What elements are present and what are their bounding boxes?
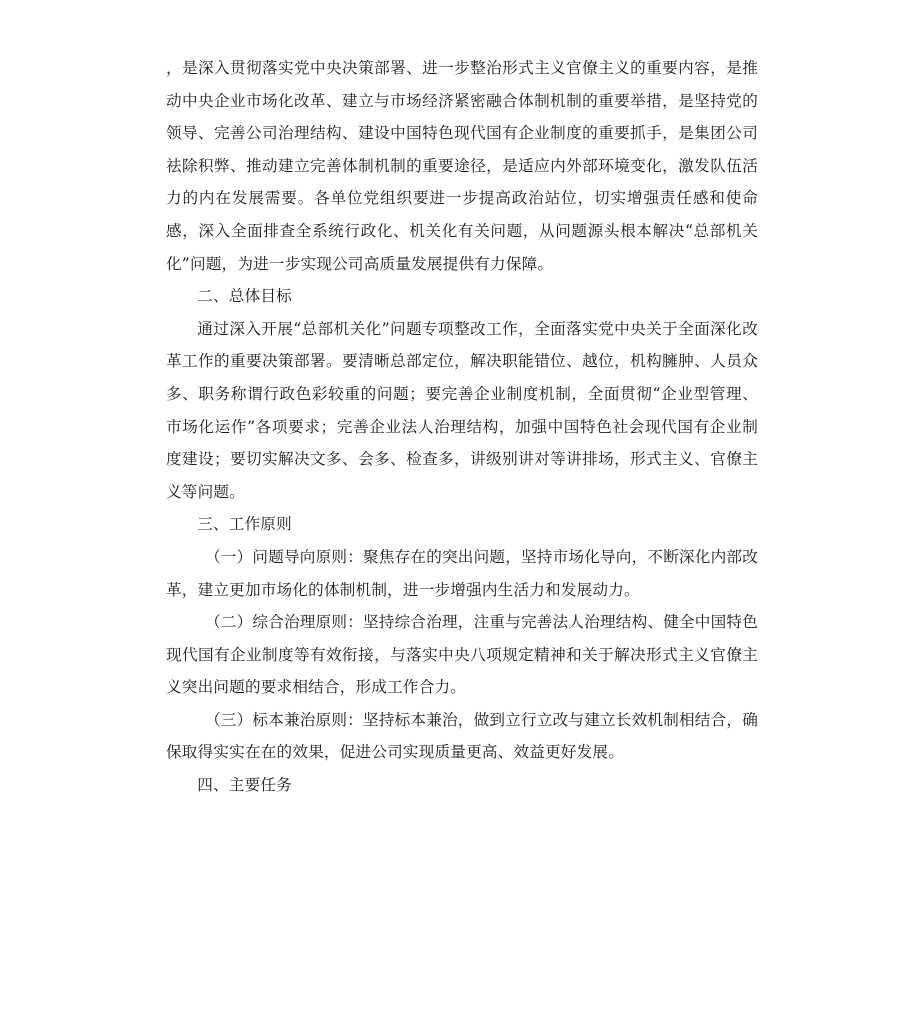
paragraph-principle-root-and-symptom: （三）标本兼治原则：坚持标本兼治，做到立行立改与建立长效机制相结合，确保取得实实在在的效果，促进公司实现质量更高、效益更好发展。 bbox=[166, 710, 758, 762]
paragraph-intro-continuation: ，是深入贯彻落实党中央决策部署、进一步整治形式主义官僚主义的重要内容，是推动中央企业市场化改革、建立与市场经济紧密融合体制机制的重要举措，是坚持党的领导、完善公司治理结构、建设中国特色现代国有企业制度的重要抓手，是集团公司祛除积弊、推动建立完善体制机制的重要途径，是适应内外部环境变化，激发队伍活力的内在发展需要。各单位党组织要进一步提高政治站位，切实增强责任感和使命感，深入全面排查全系统行政化、机关化有关问题，从问题源头根本解决“总部机关化”问题，为进一步实现公司高质量发展提供有力保障。 bbox=[166, 59, 758, 273]
paragraph-overall-goal: 通过深入开展“总部机关化”问题专项整改工作，全面落实党中央关于全面深化改革工作的重要决策部署。要清晰总部定位，解决职能错位、越位，机构臃肿、人员众多、职务称谓行政色彩较重的问题；要完善企业制度机制，全面贯彻“企业型管理、市场化运作”各项要求；完善企业法人治理结构，加强中国特色社会现代国有企业制度建设；要切实解决文多、会多、检查多，讲级别讲对等讲排场，形式主义、官僚主义等问题。 bbox=[166, 319, 758, 501]
paragraph-principle-problem-oriented: （一）问题导向原则：聚焦存在的突出问题，坚持市场化导向，不断深化内部改革，建立更加市场化的体制机制，进一步增强内生活力和发展动力。 bbox=[166, 547, 758, 599]
document-body bbox=[166, 52, 758, 802]
section-heading-main-tasks: 四、主要任务 bbox=[197, 776, 292, 795]
section-heading-work-principles: 三、工作原则 bbox=[197, 515, 292, 534]
section-heading-overall-goal: 二、总体目标 bbox=[197, 287, 292, 306]
paragraph-principle-comprehensive-governance: （二）综合治理原则：坚持综合治理，注重与完善法人治理结构、健全中国特色现代国有企业制度等有效衔接，与落实中央八项规定精神和关于解决形式主义官僚主义突出问题的要求相结合，形成工作合力。 bbox=[166, 613, 758, 697]
